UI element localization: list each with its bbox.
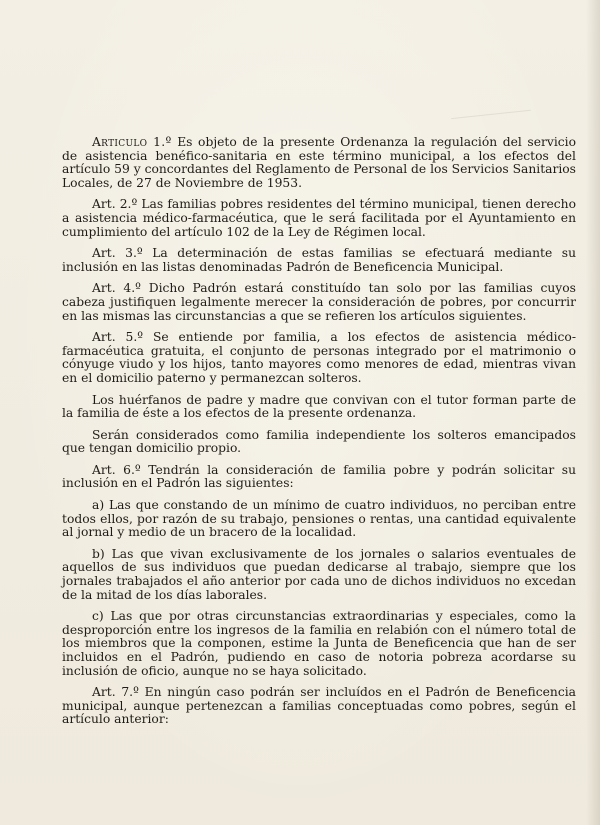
article-text: Es objeto de la presente Ordenanza la regulación del servicio de asistencia benéfico-sanitaria en este término municipal, a los efectos del artículo 59 y concordantes del Reglamento de Personal de los Servicios Sanitarios Locales, de 27 de Noviembre de 1953. (62, 135, 576, 190)
paragraph-text: Los huérfanos de padre y madre que convivan con el tutor forman parte de la familia de éste a los efectos de la presente ordenanza. (62, 392, 576, 421)
clause-c (62, 610, 576, 678)
article-2 (62, 198, 576, 239)
article-6 (62, 464, 576, 491)
article-text: Tendrán la consideración de familia pobre y podrán solicitar su inclusión en el Padrón las siguientes: (62, 462, 576, 491)
clause-a (62, 499, 576, 540)
article-text: En ningún caso podrán ser incluídos en el Padrón de Beneficencia municipal, aunque pertenezcan a familias conceptuadas como pobres, según el artículo anterior: (62, 685, 576, 727)
paragraph-orphans (62, 394, 576, 421)
clause-label: c) (92, 609, 104, 624)
article-1 (62, 136, 576, 190)
article-label: Art. 5.º (92, 330, 144, 345)
clause-b (62, 548, 576, 602)
clause-text: Las que constando de un mínimo de cuatro individuos, no perciban entre todos ellos, por razón de su trabajo, pensiones o rentas, una cantidad equivalente al jornal y medio de un bracero de la localidad. (62, 498, 576, 540)
page-edge-shadow (586, 0, 600, 825)
article-text: Las familias pobres residentes del término municipal, tienen derecho a asistencia médico-farmacéutica, que le será facilitada por el Ayuntamiento en cumplimiento del artículo 102 de la Ley de Régimen local. (62, 197, 576, 239)
article-label: Art. 7.º (92, 685, 139, 700)
article-4 (62, 282, 576, 323)
article-text: Dicho Padrón estará constituído tan solo por las familias cuyos cabeza justifiquen legalmente merecer la consideración de pobres, por concurrir en las mismas las circunstancias a que se refieren los artículos siguientes. (62, 281, 576, 323)
bleed-through-mark (449, 92, 531, 119)
article-label: Articulo 1.º (92, 135, 172, 149)
article-text: Se entiende por familia, a los efectos de asistencia médico-farmacéutica gratuita, el conjunto de personas integrado por el matrimonio o cónyuge viudo y los hijos, tanto mayores como menores de edad, mientras vivan en el domicilio paterno y permanezcan solteros. (62, 330, 576, 385)
article-label: Art. 2.º (92, 197, 138, 212)
clause-text: Las que por otras circunstancias extraordinarias y especiales, como la desproporción entre los ingresos de la familia en relabión con el número total de los miembros que la componen, estime la Junta de Beneficencia que han de ser incluidos en el Padrón, pudiendo en caso de notoria pobreza acordarse su inclusión de oficio, aunque no se haya solicitado. (62, 609, 577, 678)
paragraph-text: Serán considerados como familia independiente los solteros emancipados que tengan domicilio propio. (62, 427, 576, 456)
article-label: Art. 3.º (92, 246, 143, 261)
clause-text: Las que vivan exclusivamente de los jornales o salarios eventuales de aquellos de sus individuos que puedan dedicarse al trabajo, siempre que los jornales trabajados el año anterior por cada uno de dichos individuos no excedan de la mitad de los días laborales. (62, 546, 576, 602)
article-3 (62, 247, 576, 274)
article-label: Art. 6.º (92, 462, 141, 477)
clause-label: b) (92, 546, 105, 561)
article-label: Art. 4.º (92, 281, 141, 296)
article-7 (62, 686, 576, 727)
ordinance-body (62, 136, 576, 735)
article-text: La determinación de estas familias se efectuará mediante su inclusión en las listas denominadas Padrón de Beneficencia Municipal. (62, 246, 576, 274)
article-5 (62, 331, 576, 385)
paragraph-emancipated (62, 429, 576, 456)
clause-label: a) (92, 498, 105, 513)
